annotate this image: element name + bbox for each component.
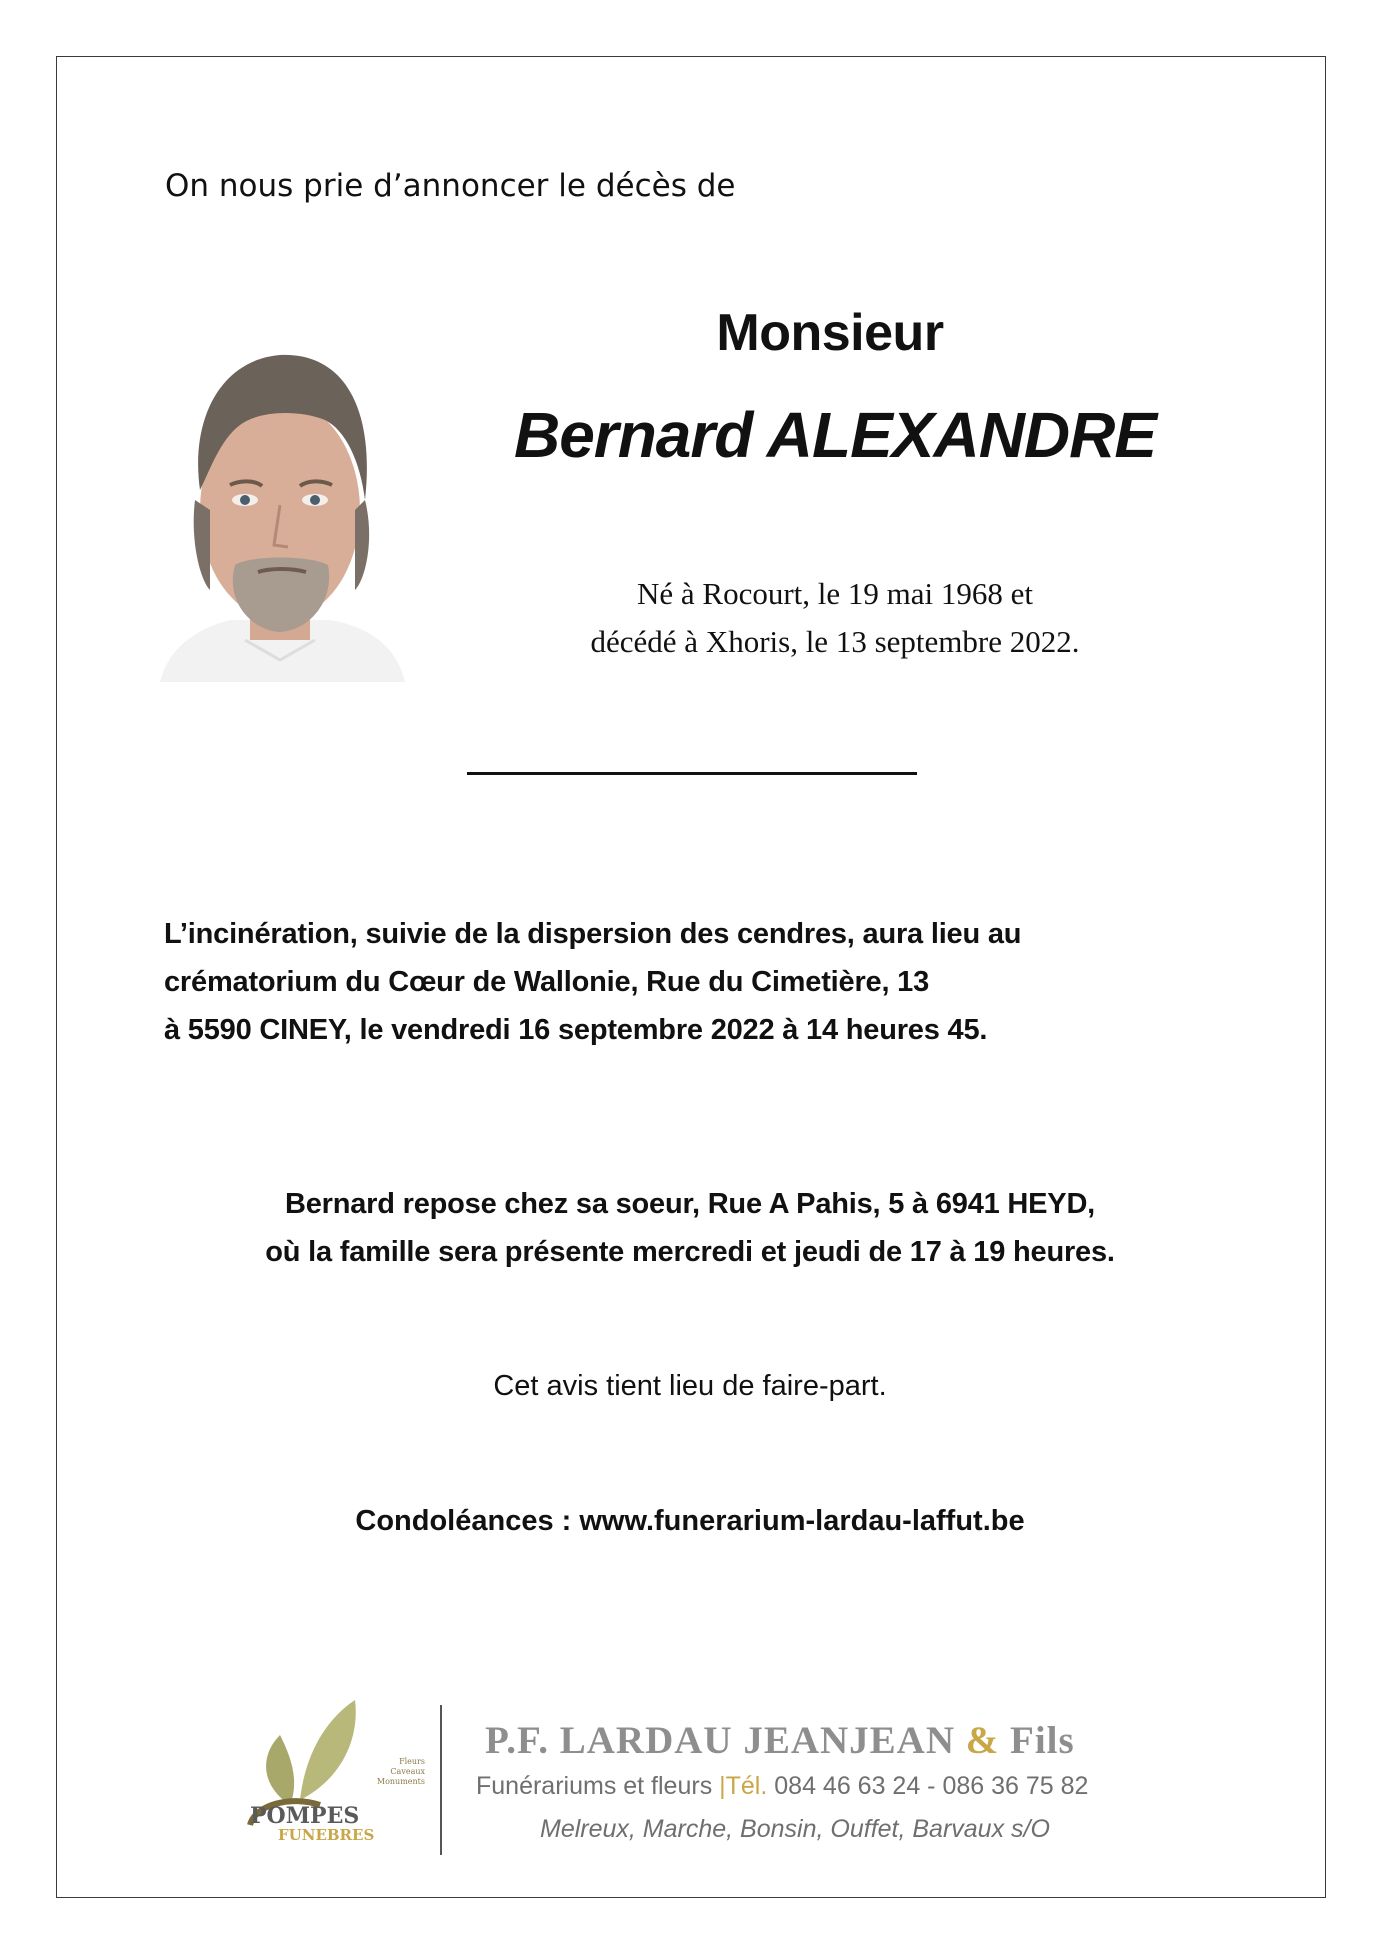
- birth-line: Né à Rocourt, le 19 mai 1968 et: [636, 576, 1033, 611]
- logo-text-bottom: FUNEBRES: [278, 1826, 375, 1844]
- repose-line: où la famille sera présente mercredi et jeudi de 17 à 19 heures.: [265, 1236, 1115, 1268]
- notice-text: Cet avis tient lieu de faire-part.: [493, 1370, 887, 1402]
- death-line: décédé à Xhoris, le 13 septembre 2022.: [590, 624, 1080, 659]
- portrait-photo: [150, 340, 412, 682]
- intro-text: On nous prie d’annoncer le décès de: [165, 168, 736, 204]
- ceremony-line: crématorium du Cœur de Wallonie, Rue du Cimetière, 13: [164, 966, 930, 998]
- company-services: Funérariums et fleurs |Tél. 084 46 63 24 - 086 36 75 82: [476, 1772, 1089, 1800]
- ceremony-line: L’incinération, suivie de la dispersion des cendres, aura lieu au: [164, 918, 1022, 950]
- divider-line: [467, 772, 917, 775]
- repose-details: [160, 1180, 1220, 1276]
- company-locations: Melreux, Marche, Bonsin, Ouffet, Barvaux s/O: [540, 1815, 1050, 1843]
- repose-line: Bernard repose chez sa soeur, Rue A Pahis, 5 à 6941 HEYD,: [284, 1188, 1096, 1220]
- honorific-title: Monsieur: [716, 304, 944, 362]
- footer-separator: [440, 1705, 442, 1855]
- ceremony-line: à 5590 CINEY, le vendredi 16 septembre 2022 à 14 heures 45.: [164, 1014, 988, 1046]
- ceremony-details: [164, 910, 1021, 1054]
- life-dates: [470, 570, 1200, 666]
- logo-text-top: POMPES: [250, 1803, 360, 1829]
- condolences-link[interactable]: Condoléances : www.funerarium-lardau-laffut.be: [355, 1505, 1025, 1537]
- phone-numbers: 084 46 63 24 - 086 36 75 82: [767, 1772, 1089, 1800]
- logo-side-text: Fleurs Caveaux Monuments: [376, 1757, 425, 1786]
- phone-label: |Tél.: [719, 1772, 768, 1800]
- deceased-name: Bernard ALEXANDRE: [513, 399, 1157, 471]
- company-name: P.F. LARDAU JEANJEAN & Fils: [485, 1719, 1075, 1762]
